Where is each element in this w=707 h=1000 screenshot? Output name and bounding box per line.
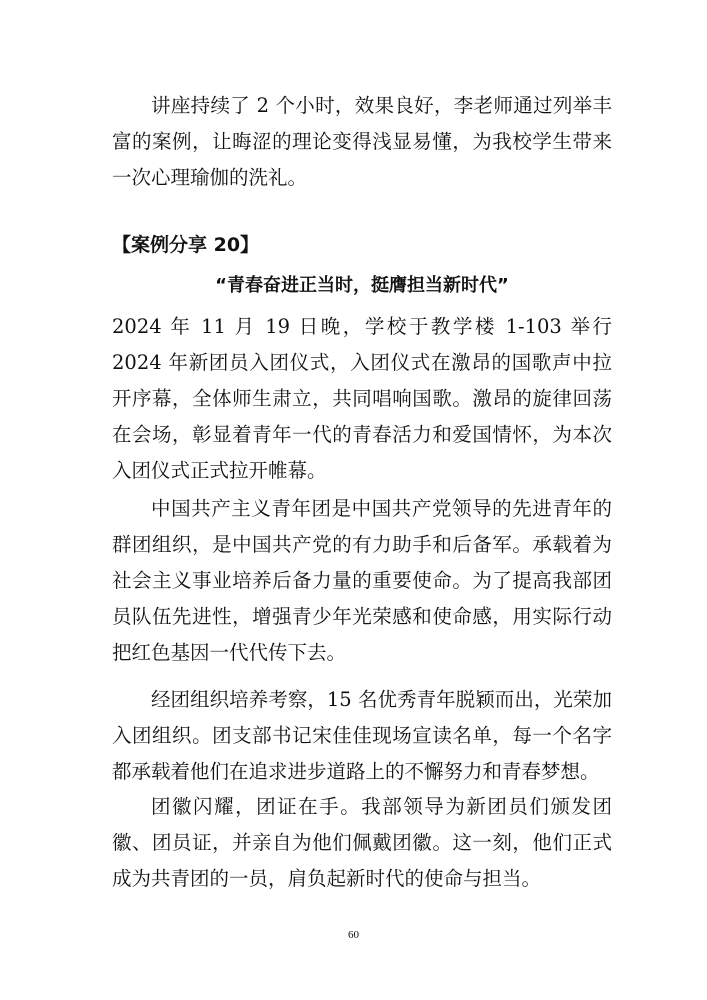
body-paragraph-2: 中国共产主义青年团是中国共产党领导的先进青年的群团组织，是中国共产党的有力助手和后备军。承载着为社会主义事业培养后备力量的重要使命。为了提高我部团员队伍先进性，增强青少年光荣感和使命感，用实际行动把红色基因一代代传下去。: [112, 497, 612, 664]
intro-paragraph: 讲座持续了 2 个小时，效果良好，李老师通过列举丰富的案例，让晦涩的理论变得浅显易懂，为我校学生带来一次心理瑜伽的洗礼。: [112, 94, 612, 189]
body-paragraph-3: 经团组织培养考察，15 名优秀青年脱颖而出，光荣加入团组织。团支部书记宋佳佳现场宣读名单，每一个名字都承载着他们在追求进步道路上的不懈努力和青春梦想。: [112, 688, 612, 783]
body-paragraph-4: 团徽闪耀，团证在手。我部领导为新团员们颁发团徽、团员证，并亲自为他们佩戴团徽。这一刻，他们正式成为共青团的一员，肩负起新时代的使命与担当。: [112, 795, 612, 890]
section-heading: 【案例分享 20】: [112, 234, 260, 256]
page-number: 60: [348, 929, 359, 941]
article-title: “青春奋进正当时，挺膺担当新时代”: [215, 275, 509, 296]
body-paragraph-1: 2024 年 11 月 19 日晚，学校于教学楼 1-103 举行 2024 年新团员入团仪式，入团仪式在激昂的国歌声中拉开序幕，全体师生肃立，共同唱响国歌。激昂的旋律回荡在会场，彰显着青年一代的青春活力和爱国情怀，为本次入团仪式正式拉开帷幕。: [112, 315, 612, 482]
